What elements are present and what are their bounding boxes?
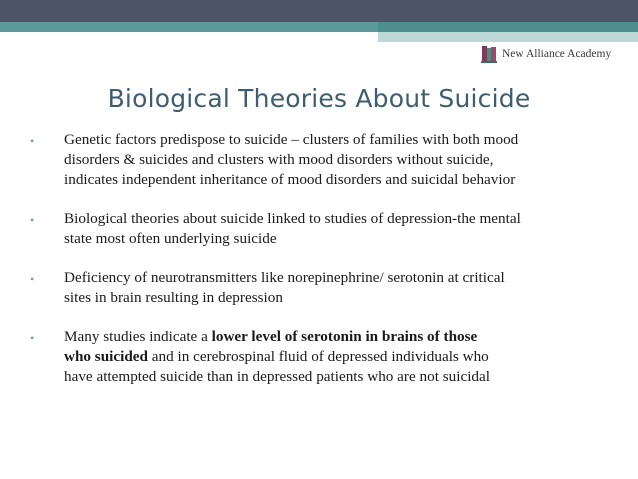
header-band-right-tab: [378, 22, 638, 32]
slide-title: Biological Theories About Suicide: [107, 84, 531, 113]
bullet-item: [28, 327, 618, 387]
logo: [480, 43, 611, 65]
bullet-line: disorders & suicides and clusters with mood disorders without suicide,: [64, 151, 494, 168]
bullet-text: Many studies indicate a: [64, 328, 212, 345]
bullet-line: state most often underlying suicide: [64, 230, 277, 247]
bullet-list: [28, 130, 618, 387]
book-stack-icon: [480, 44, 498, 64]
bullet-marker: •: [30, 213, 35, 227]
bullet-line: indicates independent inheritance of mood disorders and suicidal behavior: [64, 171, 516, 188]
header-band-dark: [0, 0, 638, 22]
bullet-line: Genetic factors predispose to suicide – clusters of families with both mood: [64, 131, 519, 148]
bullet-emphasis: lower level of serotonin in brains of those: [211, 328, 478, 345]
bullet-item: [28, 209, 618, 249]
header-band-teal-light: [378, 32, 638, 42]
bullet-item: [28, 130, 618, 190]
bullet-marker: •: [30, 331, 35, 345]
logo-text: New Alliance Academy: [502, 48, 612, 60]
bullet-text: and in cerebrospinal fluid of depressed individuals who: [147, 348, 489, 365]
bullet-line: Biological theories about suicide linked to studies of depression-the mental: [64, 210, 521, 227]
bullet-line: [64, 347, 618, 367]
bullet-line: Deficiency of neurotransmitters like norepinephrine/ serotonin at critical: [64, 269, 505, 286]
bullet-item: [28, 268, 618, 308]
bullet-emphasis: who suicided: [64, 348, 148, 365]
bullet-line: [64, 327, 618, 347]
bullet-line: have attempted suicide than in depressed patients who are not suicidal: [64, 368, 490, 385]
bullet-line: sites in brain resulting in depression: [64, 289, 283, 306]
bullet-marker: •: [30, 134, 35, 148]
bullet-marker: •: [30, 272, 35, 286]
